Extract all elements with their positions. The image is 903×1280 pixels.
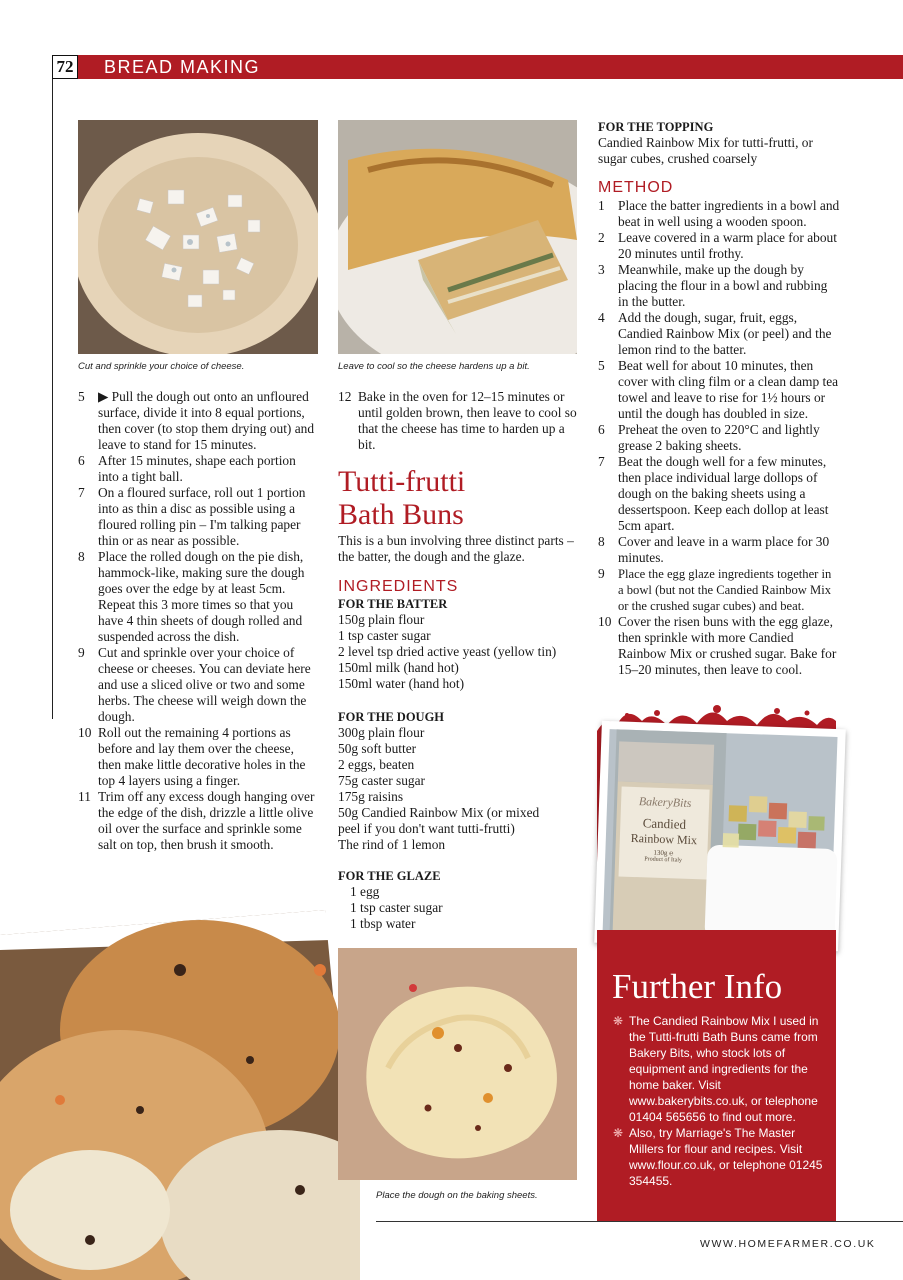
method-step-12 [338,389,578,453]
ingredient: 300g plain flour [338,725,425,740]
method-heading: METHOD [598,179,674,196]
page-number: 72 [52,55,78,79]
photo-candied-mix-jar [594,721,846,951]
list-item: 10 Roll out the remaining 4 portions as before and lay them over the cheese, then make little decorative holes in the top 4 layers using a finger. [78,725,306,788]
ingredient: 150ml water (hand hot) [338,676,465,691]
asterisk-icon: ❋ [613,1014,624,1028]
list-item: 6 Preheat the oven to 220°C and lightly grease 2 baking sheets. [598,422,820,453]
caption-cheese: Cut and sprinkle your choice of cheese. [78,361,245,372]
list-item: 2 Leave covered in a warm place for about 20 minutes until frothy. [598,230,837,261]
caption-sheets: Place the dough on the baking sheets. [376,1190,538,1201]
method-steps-continued [78,389,318,853]
topping: FOR THE TOPPING Candied Rainbow Mix for tutti-frutti, or sugar cubes, crushed coarsely [598,119,838,167]
caption-cool: Leave to cool so the cheese hardens up a bit. [338,361,530,372]
footer-url: WWW.HOMEFARMER.CO.UK [700,1238,876,1250]
list-item: 4 Add the dough, sugar, fruit, eggs, Candied Rainbow Mix (or peel) and the lemon rind to the batter. [598,310,832,357]
method-steps [598,198,840,678]
list-item: 7 On a floured surface, roll out 1 portion into as thin a disc as possible using a floured rolling pin – I'm talking paper thin or as near as possible. [78,485,306,548]
topping-text: Candied Rainbow Mix for tutti-frutti, or sugar cubes, crushed coarsely [598,135,813,166]
ingredient: 1 tsp caster sugar [350,900,443,915]
list-item: 9 Cut and sprinkle over your choice of cheese or cheeses. You can deviate here and use a sliced olive or two and some herbs. The cheese will weigh down the dough. [78,645,311,724]
list-item: 1 Place the batter ingredients in a bowl and beat in well using a wooden spoon. [598,198,840,229]
photo-dough-on-sheet [338,948,577,1180]
list-item: ❋ The Candied Rainbow Mix I used in the Tutti-frutti Bath Buns came from Bakery Bits, who stock lots of equipment and ingredients for the home baker. Visit www.bakerybits.co.uk, or telephone 01404 565656 to find out more. [613,1014,819,1124]
ingredient: 175g raisins [338,789,404,804]
ingredient: peel if you don't want tutti-frutti) [338,821,515,836]
photo-pie-cooling [338,120,577,354]
ingredient: 75g caster sugar [338,773,426,788]
list-item: 5 ▶ Pull the dough out onto an unfloured surface, divide it into 8 equal portions, then cover (to stop them drying out) and leave to stand for 15 minutes. [78,389,315,452]
list-item: 11 Trim off any excess dough hanging over the edge of the dish, drizzle a little olive oil over the surface and sprinkle some salt on top, then brush it smooth. [78,789,315,852]
further-info-title: Further Info [612,967,783,1006]
ingredients-dough: FOR THE DOUGH 300g plain flour 50g soft butter 2 eggs, beaten 75g caster sugar 175g raisins 50g Candied Rainbow Mix (or mixed peel if you don't want tutti-frutti) The rind of 1 lemon [338,709,583,853]
photo-bath-buns-closeup [0,910,360,1280]
list-item: 8 Cover and leave in a warm place for 30 minutes. [598,534,830,565]
ingredient: The rind of 1 lemon [338,837,446,852]
list-item: 9 Place the egg glaze ingredients together in a bowl (but not the Candied Rainbow Mix or the crushed sugar cubes) and beat. [598,566,832,613]
ingredients-heading: INGREDIENTS [338,578,459,595]
ingredient: 1 tbsp water [350,916,416,931]
ingredient: 1 egg [350,884,380,899]
list-item: 7 Beat the dough well for a few minutes, then place individual large dollops of dough on the baking sheets using a dessertspoon. Keep each dollop at least 5cm apart. [598,454,829,533]
photo-cheese-pie-dish [78,120,318,354]
list-item: ❋ Also, try Marriage's The Master Millers for flour and recipes. Visit www.flour.co.uk, or telephone 01245 354455. [613,1126,823,1188]
list-item: 6 After 15 minutes, shape each portion into a tight ball. [78,453,296,484]
ingredient: 50g soft butter [338,741,417,756]
asterisk-icon: ❋ [613,1126,624,1140]
list-item: 12 Bake in the oven for 12–15 minutes or until golden brown, then leave to cool so that the cheese has time to harden up a bit. [338,389,577,452]
ingredients-glaze: FOR THE GLAZE 1 egg 1 tsp caster sugar 1 tbsp water [338,868,578,932]
list-item: 3 Meanwhile, make up the dough by placing the flour in a bowl and rubbing in the butter. [598,262,828,309]
list-item: 5 Beat well for about 10 minutes, then cover with cling film or a clean damp tea towel and leave to rise for 1½ hours or until the dough has doubled in size. [598,358,839,421]
ingredient: 150ml milk (hand hot) [338,660,459,675]
list-item: 10 Cover the risen buns with the egg glaze, then sprinkle with more Candied Rainbow Mix or crushed sugar. Bake for 15–20 minutes, then leave to cool. [598,614,837,677]
ingredients-batter: FOR THE BATTER 150g plain flour 1 tsp caster sugar 2 level tsp dried active yeast (yellow tin) 150ml milk (hand hot) 150ml water (hand hot) [338,596,583,692]
ingredient: 150g plain flour [338,612,425,627]
left-rule [52,79,53,719]
section-title: BREAD MAKING [104,57,261,77]
ingredient: 2 eggs, beaten [338,757,415,772]
ingredient: 1 tsp caster sugar [338,628,431,643]
footer-rule [376,1221,903,1222]
further-info-list [613,1013,828,1189]
recipe-title: Tutti-frutti Bath Buns [338,465,466,531]
recipe-intro: This is a bun involving three distinct parts – the batter, the dough and the glaze. [338,533,574,564]
ingredient: 50g Candied Rainbow Mix (or mixed [338,805,540,820]
ingredient: 2 level tsp dried active yeast (yellow tin) [338,644,557,659]
jar-label: BakeryBits Candied Rainbow Mix 130g ℮ Product of Italy [630,794,698,864]
list-item: 8 Place the rolled dough on the pie dish, hammock-like, making sure the dough goes over the edge by at least 5cm. Repeat this 3 more times so that you have 4 thin sheets of dough rolled and suspended across the dish. [78,549,305,644]
